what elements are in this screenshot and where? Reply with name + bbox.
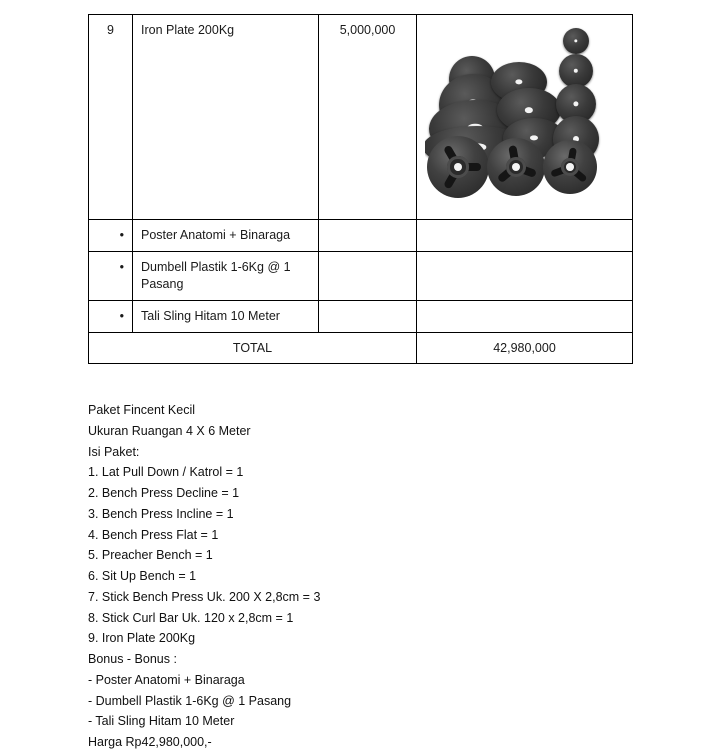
summary-line: 7. Stick Bench Press Uk. 200 X 2,8cm = 3 bbox=[88, 589, 321, 604]
row-price bbox=[319, 251, 417, 300]
table-row bbox=[89, 300, 633, 332]
row-image-cell bbox=[417, 15, 633, 220]
row-image-cell bbox=[417, 220, 633, 252]
summary-line: 1. Lat Pull Down / Katrol = 1 bbox=[88, 465, 244, 480]
total-label: TOTAL bbox=[89, 332, 417, 364]
iron-plate-stack-photo bbox=[425, 22, 624, 208]
summary-line: 2. Bench Press Decline = 1 bbox=[88, 486, 240, 500]
row-description: Poster Anatomi + Binaraga bbox=[133, 220, 319, 252]
row-price bbox=[319, 220, 417, 252]
row-bullet: • bbox=[89, 251, 133, 300]
table-row bbox=[89, 251, 633, 300]
summary-line: Ukuran Ruangan 4 X 6 Meter bbox=[88, 423, 251, 438]
row-image-cell bbox=[417, 251, 633, 300]
row-bullet: • bbox=[89, 300, 133, 332]
table-row bbox=[89, 15, 633, 220]
quotation-table-container bbox=[88, 14, 632, 364]
summary-line: Paket Fincent Kecil bbox=[88, 403, 195, 417]
summary-line: 3. Bench Press Incline = 1 bbox=[88, 506, 234, 521]
total-value: 42,980,000 bbox=[417, 332, 633, 364]
package-summary bbox=[88, 400, 648, 753]
row-number: 9 bbox=[89, 15, 133, 220]
summary-line: 8. Stick Curl Bar Uk. 120 x 2,8cm = 1 bbox=[88, 610, 294, 625]
summary-line: 5. Preacher Bench = 1 bbox=[88, 548, 213, 563]
summary-line: - Poster Anatomi + Binaraga bbox=[88, 672, 245, 687]
summary-line: Isi Paket: bbox=[88, 444, 140, 459]
row-description: Tali Sling Hitam 10 Meter bbox=[133, 300, 319, 332]
row-description: Dumbell Plastik 1-6Kg @ 1 Pasang bbox=[133, 251, 319, 300]
row-image-cell bbox=[417, 300, 633, 332]
row-price: 5,000,000 bbox=[319, 15, 417, 220]
row-description: Iron Plate 200Kg bbox=[133, 15, 319, 220]
row-bullet: • bbox=[89, 220, 133, 252]
table-total-row bbox=[89, 332, 633, 364]
quotation-table bbox=[88, 14, 633, 364]
summary-line: 9. Iron Plate 200Kg bbox=[88, 631, 196, 646]
summary-line: Bonus - Bonus : bbox=[88, 652, 177, 666]
row-price bbox=[319, 300, 417, 332]
summary-line: - Tali Sling Hitam 10 Meter bbox=[88, 714, 235, 729]
summary-line: - Dumbell Plastik 1-6Kg @ 1 Pasang bbox=[88, 693, 292, 708]
summary-line: Harga Rp42,980,000,- bbox=[88, 735, 212, 749]
table-row bbox=[89, 220, 633, 252]
summary-line: 4. Bench Press Flat = 1 bbox=[88, 527, 219, 542]
summary-line: 6. Sit Up Bench = 1 bbox=[88, 569, 197, 583]
